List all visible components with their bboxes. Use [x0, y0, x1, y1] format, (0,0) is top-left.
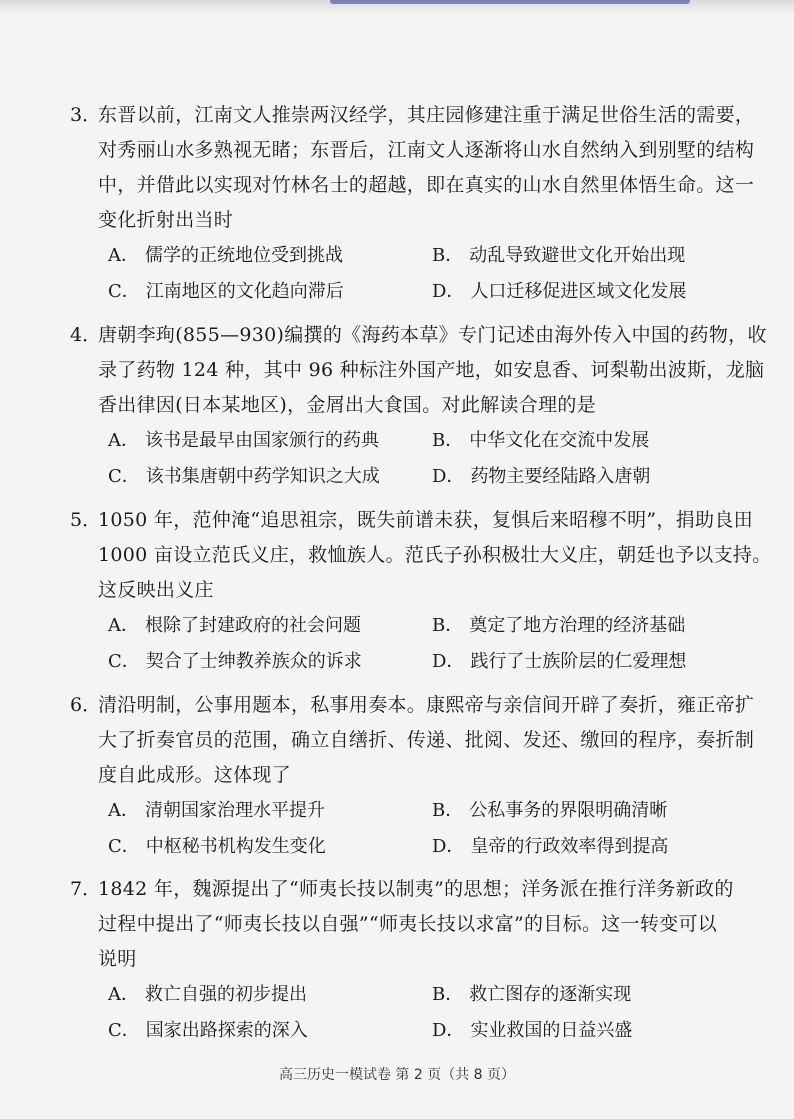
question-text-line: 清沿明制，公事用题本，私事用奏本。康熙帝与亲信间开辟了奏折，雍正帝扩 — [98, 694, 755, 716]
option-text: 奠定了地方治理的经济基础 — [469, 615, 686, 636]
option-text: 动乱导致避世文化开始出现 — [469, 245, 686, 266]
question-text-line: 大了折奏官员的范围，确立自缮折、传递、批阅、发还、缴回的程序，奏折制 — [98, 729, 755, 751]
options-group — [98, 238, 738, 310]
question-text-line: 对秀丽山水多熟视无睹；东晋后，江南文人逐渐将山水自然纳入到别墅的结构 — [98, 139, 755, 161]
question-6 — [70, 688, 755, 865]
option-a — [108, 608, 361, 644]
question-text-line: 唐朝李珣(855—930)编撰的《海药本草》专门记述由海外传入中国的药物，收 — [98, 324, 767, 346]
option-c — [108, 459, 380, 495]
options-group — [98, 608, 738, 680]
option-c — [108, 274, 344, 310]
option-text: 皇帝的行政效率得到提高 — [470, 836, 669, 857]
option-d — [432, 644, 686, 680]
option-text: 践行了士族阶层的仁爱理想 — [470, 651, 687, 672]
question-text-line: 变化折射出当时 — [98, 209, 234, 231]
option-c — [108, 1013, 308, 1049]
option-c — [108, 829, 326, 865]
option-text: 契合了士绅教养族众的诉求 — [145, 651, 362, 672]
option-d — [432, 459, 650, 495]
options-group — [98, 977, 738, 1049]
option-text: 儒学的正统地位受到挑战 — [145, 245, 343, 266]
option-letter: A． — [108, 800, 139, 821]
option-letter: B． — [432, 430, 464, 451]
option-d — [432, 829, 668, 865]
page-footer: 高三历史一模试卷 第 2 页（共 8 页） — [278, 1067, 516, 1083]
option-b — [432, 793, 667, 829]
option-text: 中华文化在交流中发展 — [469, 430, 650, 451]
question-text-line: 度自此成形。这体现了 — [98, 764, 292, 786]
question-text-line: 录了药物 124 种，其中 96 种标注外国产地，如安息香、诃梨勒出波斯，龙脑 — [98, 359, 765, 381]
option-letter: C． — [108, 281, 140, 302]
option-b — [432, 238, 685, 274]
question-4 — [70, 318, 767, 495]
question-text-line: 中，并借此以实现对竹林名士的超越，即在真实的山水自然里体悟生命。这一 — [98, 174, 755, 196]
question-text-line: 这反映出义庄 — [98, 579, 214, 601]
option-b — [432, 608, 685, 644]
option-letter: D． — [432, 651, 465, 672]
option-letter: B． — [432, 245, 464, 266]
option-text: 该书是最早由国家颁行的药典 — [145, 430, 379, 451]
option-a — [108, 977, 307, 1013]
option-text: 中枢秘书机构发生变化 — [145, 836, 326, 857]
option-b — [432, 977, 631, 1013]
option-letter: B． — [432, 800, 464, 821]
option-letter: D． — [432, 281, 465, 302]
option-letter: B． — [432, 984, 464, 1005]
option-text: 国家出路探索的深入 — [145, 1020, 308, 1041]
question-text-line: 过程中提出了“师夷长技以自强”“师夷长技以求富”的目标。这一转变可以 — [98, 913, 718, 935]
option-text: 清朝国家治理水平提升 — [145, 800, 325, 821]
option-text: 实业救国的日益兴盛 — [470, 1020, 633, 1041]
option-a — [108, 238, 343, 274]
question-3 — [70, 98, 755, 310]
question-number: 4． — [70, 324, 102, 346]
option-letter: A． — [108, 984, 139, 1005]
option-text: 药物主要经陆路入唐朝 — [470, 466, 651, 487]
question-text-line: 香出律因(日本某地区)，金屑出大食国。对此解读合理的是 — [98, 394, 596, 416]
option-letter: A． — [108, 430, 139, 451]
option-letter: C． — [108, 836, 140, 857]
option-text: 江南地区的文化趋向滞后 — [145, 281, 344, 302]
option-d — [432, 1013, 632, 1049]
question-text-line: 说明 — [98, 948, 137, 970]
question-number: 3． — [70, 104, 102, 126]
question-text-line: 东晋以前，江南文人推崇两汉经学，其庄园修建注重于满足世俗生活的需要， — [98, 104, 755, 126]
option-text: 救亡自强的初步提出 — [145, 984, 307, 1005]
question-text-line: 1000 亩设立范氏义庄，救恤族人。范氏子孙积极壮大义庄，朝廷也予以支持。 — [98, 544, 772, 566]
option-text: 公私事务的界限明确清晰 — [469, 800, 668, 821]
option-letter: A． — [108, 615, 139, 636]
option-letter: D． — [432, 1020, 465, 1041]
option-a — [108, 423, 379, 459]
question-text-line: 1050 年，范仲淹“追思祖宗，既失前谱未获，复惧后来昭穆不明”，捐助良田 — [98, 509, 753, 531]
option-letter: C． — [108, 651, 140, 672]
option-d — [432, 274, 686, 310]
options-group — [98, 423, 738, 495]
option-text: 人口迁移促进区域文化发展 — [470, 281, 687, 302]
option-a — [108, 793, 325, 829]
question-number: 5． — [70, 509, 102, 531]
option-letter: C． — [108, 466, 140, 487]
option-text: 救亡图存的逐渐实现 — [469, 984, 632, 1005]
option-letter: D． — [432, 466, 465, 487]
option-letter: C． — [108, 1020, 140, 1041]
option-letter: B． — [432, 615, 464, 636]
question-number: 6． — [70, 694, 102, 716]
question-7 — [70, 872, 738, 1049]
option-b — [432, 423, 649, 459]
question-number: 7． — [70, 878, 102, 900]
question-5 — [70, 503, 772, 680]
option-letter: A． — [108, 245, 139, 266]
question-text-line: 1842 年，魏源提出了“师夷长技以制夷”的思想；洋务派在推行洋务新政的 — [98, 878, 734, 900]
option-text: 该书集唐朝中药学知识之大成 — [145, 466, 380, 487]
option-letter: D． — [432, 836, 465, 857]
option-c — [108, 644, 362, 680]
options-group — [98, 793, 738, 865]
option-text: 根除了封建政府的社会问题 — [145, 615, 361, 636]
